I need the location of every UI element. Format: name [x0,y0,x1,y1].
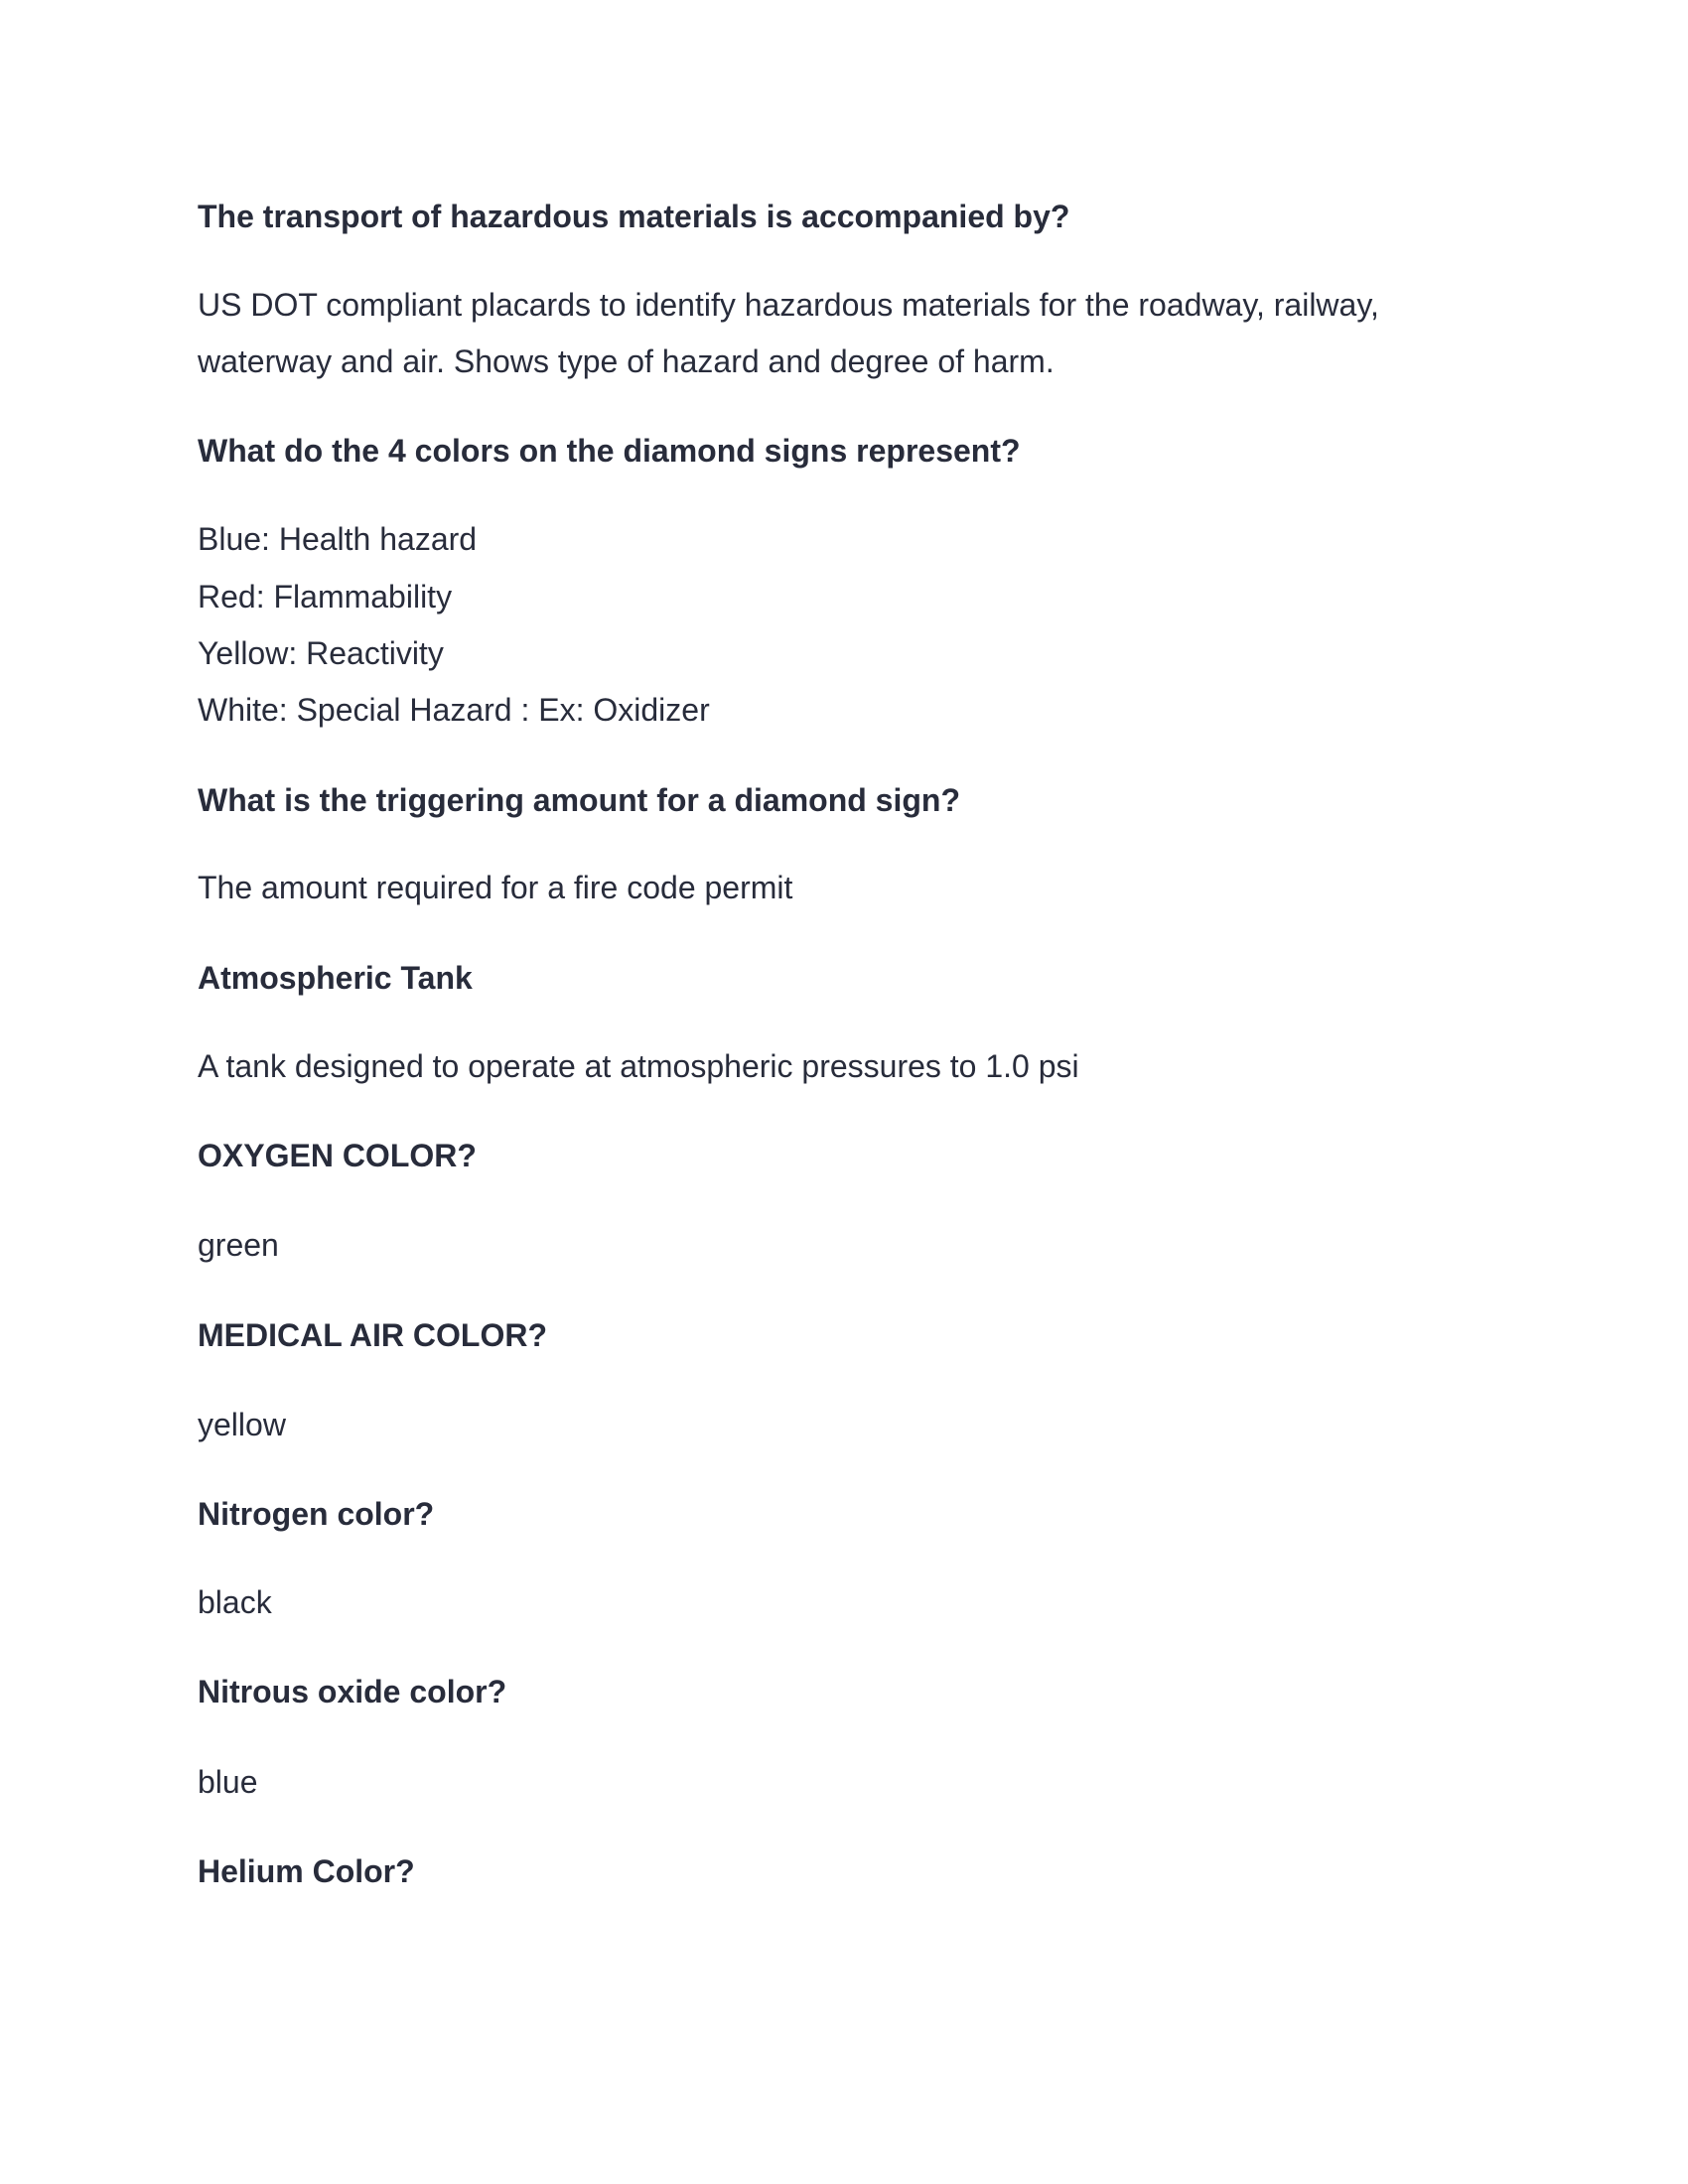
question-heading: The transport of hazardous materials is accompanied by? [198,199,1070,234]
question-heading: Nitrous oxide color? [198,1674,507,1709]
question-heading: What do the 4 colors on the diamond signs represent? [198,433,1021,469]
question-heading: Nitrogen color? [198,1496,435,1532]
answer-text: yellow [198,1407,286,1442]
answer-text: Yellow: Reactivity [198,635,444,671]
answer-text: White: Special Hazard : Ex: Oxidizer [198,692,710,728]
question-heading: MEDICAL AIR COLOR? [198,1317,547,1353]
question-heading: Helium Color? [198,1853,415,1889]
answer-text: The amount required for a fire code permit [198,870,793,905]
question-heading: What is the triggering amount for a diamond sign? [198,782,960,818]
answer-text: blue [198,1764,258,1800]
answer-text: Red: Flammability [198,579,453,614]
answer-text: black [198,1584,272,1620]
question-heading: Atmospheric Tank [198,960,473,996]
answer-text: Blue: Health hazard [198,521,478,557]
answer-text: A tank designed to operate at atmospheric pressures to 1.0 psi [198,1048,1079,1084]
answer-text: US DOT compliant placards to identify hazardous materials for the roadway, railway, [198,287,1379,323]
answer-text: green [198,1227,279,1263]
question-heading: OXYGEN COLOR? [198,1138,477,1173]
answer-text: waterway and air. Shows type of hazard and degree of harm. [198,343,1055,379]
